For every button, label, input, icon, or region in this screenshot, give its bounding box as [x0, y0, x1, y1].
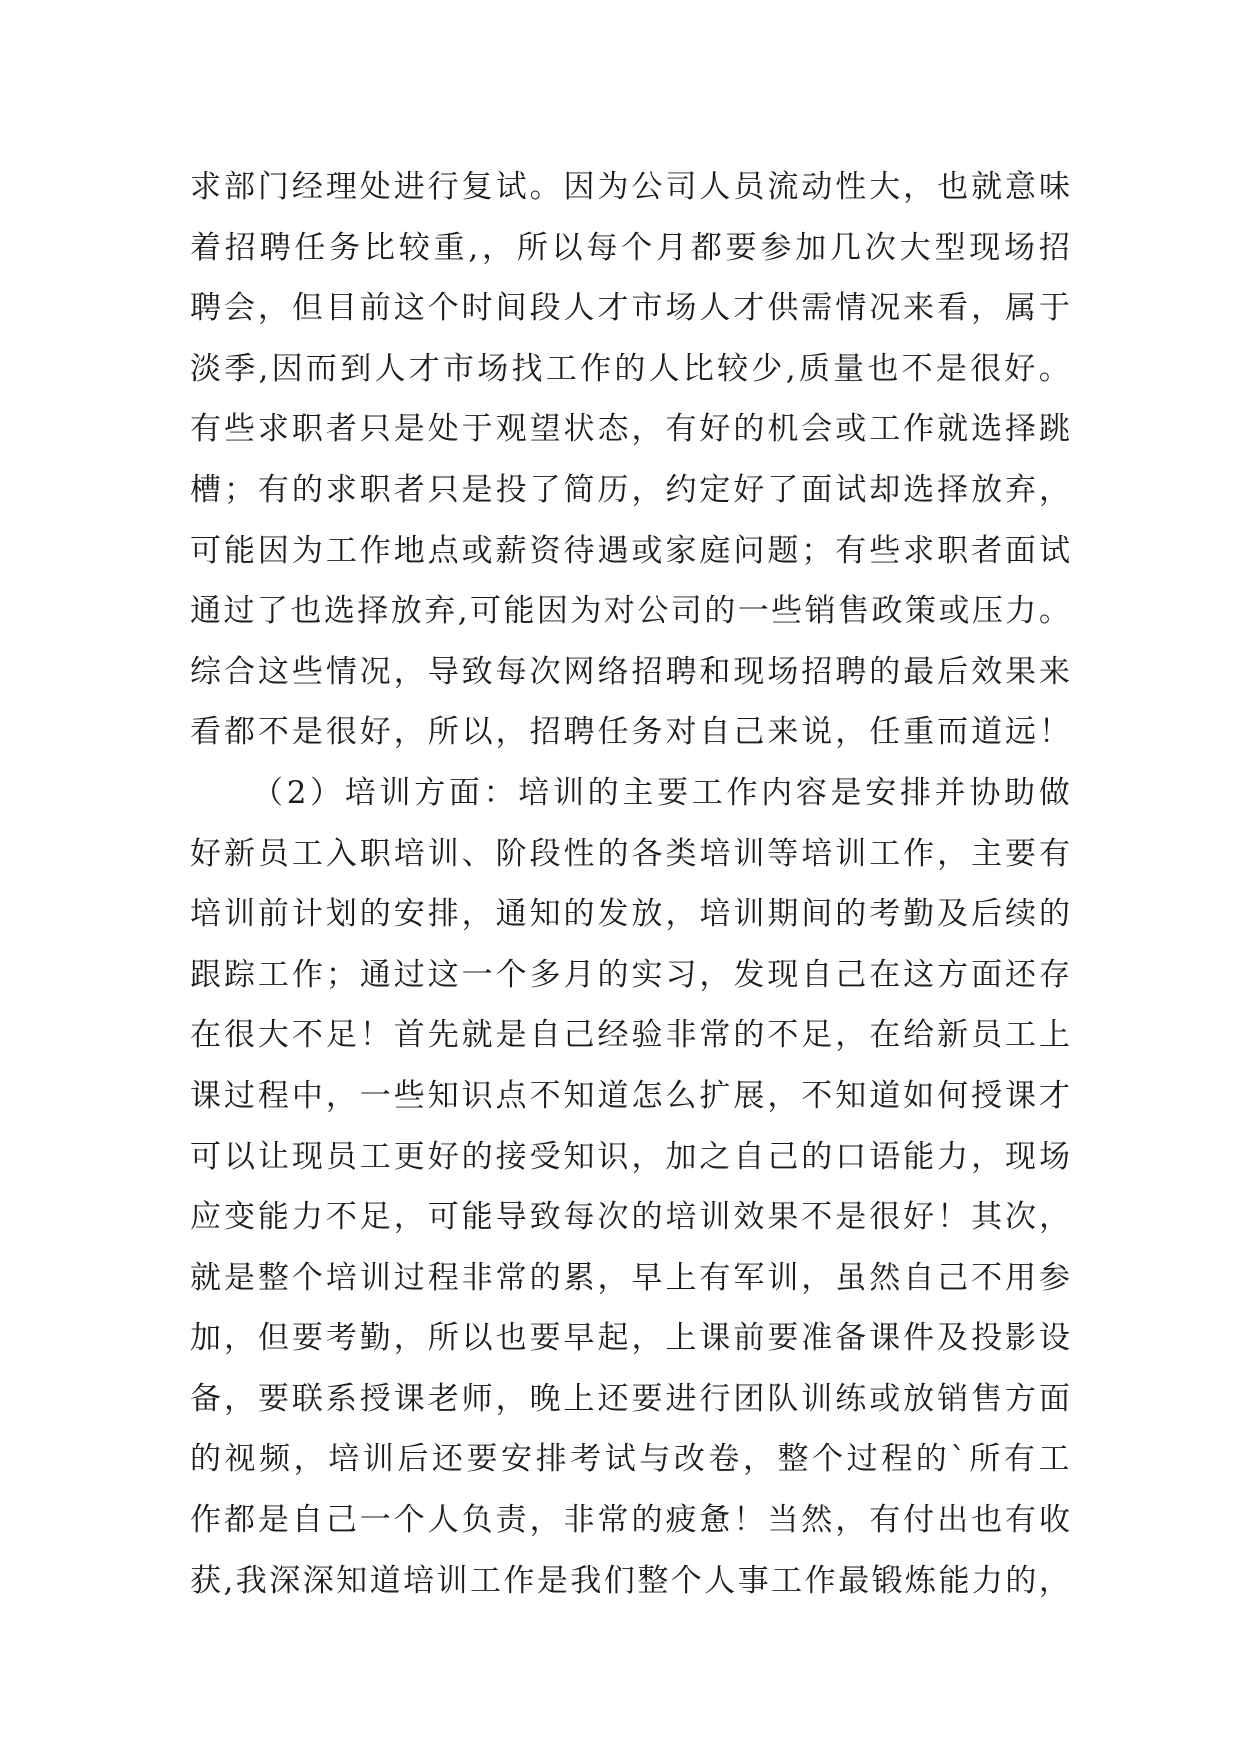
body-text [190, 157, 1074, 1611]
text-line: 聘会，但目前这个时间段人才市场人才供需情况来看，属于 [190, 290, 1073, 327]
text-line: 可能因为工作地点或薪资待遇或家庭问题；有些求职者面试 [190, 532, 1073, 569]
text-line: 看都不是很好，所以，招聘任务对自己来说，任重而道远！ [190, 714, 1073, 751]
text-line: 就是整个培训过程非常的累，早上有军训，虽然自己不用参 [190, 1259, 1073, 1296]
text-line: 课过程中，一些知识点不知道怎么扩展，不知道如何授课才 [190, 1077, 1073, 1114]
text-line: 应变能力不足，可能导致每次的培训效果不是很好！其次， [190, 1199, 1073, 1236]
text-line: 作都是自己一个人负责，非常的疲惫！当然，有付出也有收 [190, 1502, 1073, 1539]
text-line: 获,我深深知道培训工作是我们整个人事工作最锻炼能力的， [190, 1562, 1073, 1599]
text-line: 加，但要考勤，所以也要早起，上课前要准备课件及投影设 [190, 1320, 1073, 1357]
text-line: 跟踪工作；通过这一个多月的实习，发现自己在这方面还存 [190, 956, 1073, 993]
text-line: 通过了也选择放弃,可能因为对公司的一些销售政策或压力。 [190, 593, 1073, 630]
text-line: 着招聘任务比较重,，所以每个月都要参加几次大型现场招 [190, 229, 1074, 266]
text-line: 在很大不足！首先就是自己经验非常的不足，在给新员工上 [190, 1017, 1073, 1054]
text-line: 槽；有的求职者只是投了简历，约定好了面试却选择放弃， [190, 471, 1073, 508]
text-line: 可以让现员工更好的接受知识，加之自己的口语能力，现场 [190, 1138, 1073, 1175]
text-line: 培训前计划的安排，通知的发放，培训期间的考勤及后续的 [190, 896, 1073, 933]
text-line: 的视频，培训后还要安排考试与改卷，整个过程的`所有工 [190, 1441, 1074, 1478]
text-line: 好新员工入职培训、阶段性的各类培训等培训工作，主要有 [190, 835, 1073, 872]
text-line: 求部门经理处进行复试。因为公司人员流动性大，也就意味 [190, 169, 1073, 205]
text-line-indented: （2）培训方面：培训的主要工作内容是安排并协助做 [252, 774, 1074, 811]
text-line: 淡季,因而到人才市场找工作的人比较少,质量也不是很好。 [190, 350, 1073, 387]
text-line: 有些求职者只是处于观望状态，有好的机会或工作就选择跳 [190, 411, 1073, 448]
text-line: 备，要联系授课老师，晚上还要进行团队训练或放销售方面 [190, 1380, 1073, 1417]
text-line: 综合这些情况，导致每次网络招聘和现场招聘的最后效果来 [190, 653, 1073, 690]
